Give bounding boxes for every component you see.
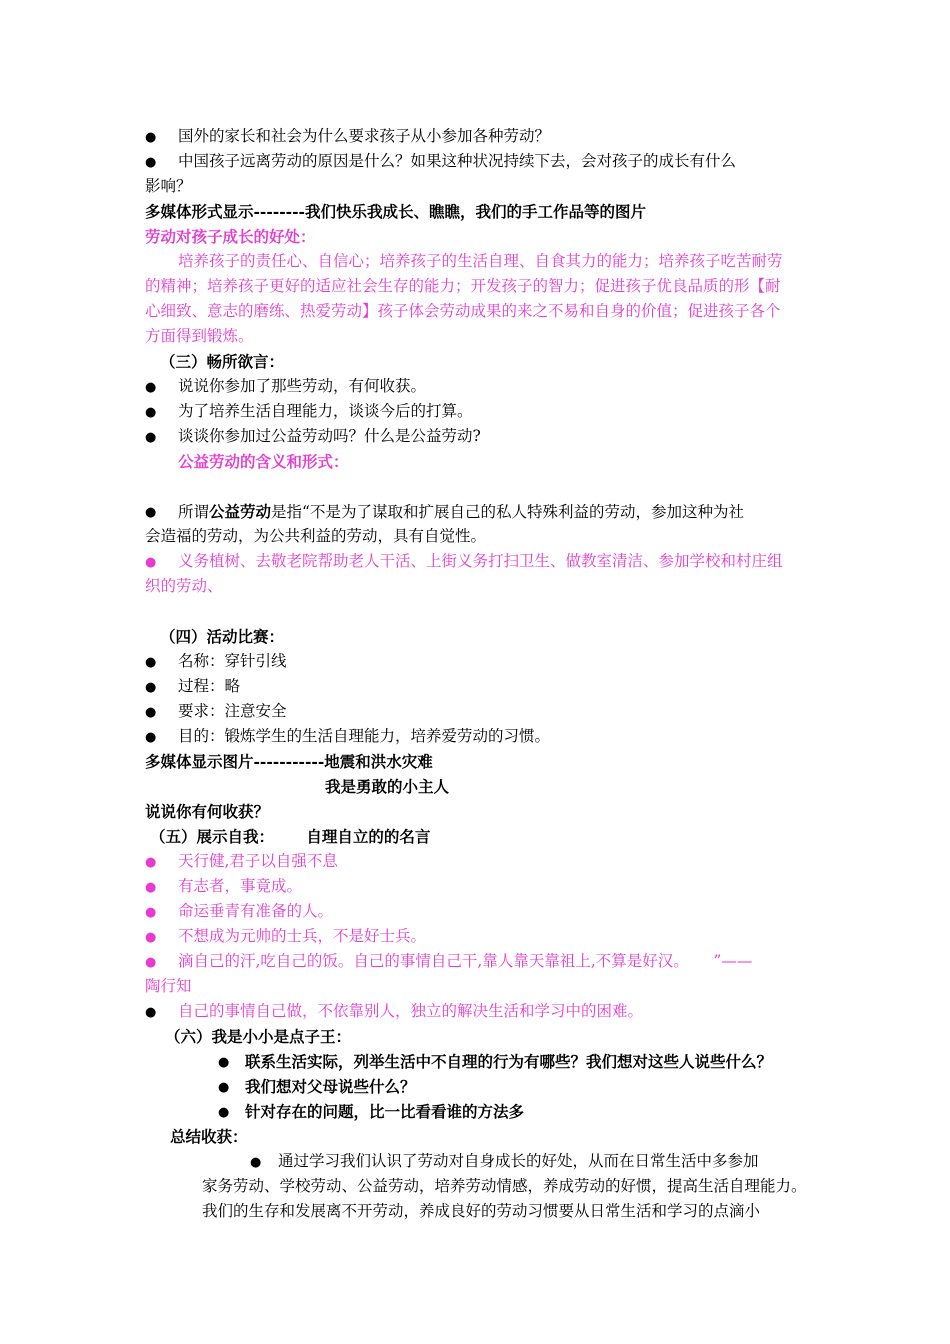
bullet-icon: [145, 849, 163, 875]
bullet-icon: [218, 1099, 236, 1125]
idea-item: 针对存在的问题，比一比看看谁的方法多: [245, 1102, 525, 1121]
benefits-heading: 劳动对孩子成长的好处：: [145, 227, 316, 246]
definition-prefix: 所谓: [178, 503, 210, 521]
bullet-icon: [145, 949, 163, 975]
bullet-icon: [145, 549, 163, 575]
contest-name: 名称：穿针引线: [178, 652, 287, 670]
section-3-item: 谈谈你参加过公益劳动吗？什么是公益劳动?: [178, 427, 481, 445]
question-chinese-children-cont: 影响？: [145, 177, 192, 195]
quote-item: 有志者，事竟成。: [178, 877, 303, 895]
bullet-icon: [218, 1074, 236, 1100]
summary-line-2: 家务劳动、学校劳动、公益劳动，培养劳动情感，养成劳动的好惯，提高生活自理能力。: [202, 1177, 807, 1195]
multimedia-note-1: 多媒体形式显示--------我们快乐我成长、瞧瞧，我们的手工作品等的图片: [145, 202, 646, 221]
public-labor-examples-cont: 织的劳动、: [145, 577, 223, 595]
contest-requirement: 要求：注意安全: [178, 702, 287, 720]
bullet-icon: [145, 424, 163, 450]
section-3-item: 说说你参加了那些劳动，有何收获。: [178, 377, 427, 395]
section-6-heading: （六）我是小小是点子王：: [165, 1027, 352, 1046]
contest-purpose: 目的：锻炼学生的生活自理能力，培养爱劳动的习惯。: [178, 727, 551, 745]
quote-item: 天行健,君子以自强不息: [178, 852, 338, 870]
public-labor-heading: 公益劳动的含义和形式：: [178, 452, 349, 471]
gain-question: 说说你有何收获？: [145, 802, 270, 821]
question-chinese-children: 中国孩子远离劳动的原因是什么？如果这种状况持续下去，会对孩子的成长有什么: [178, 152, 737, 170]
bullet-icon: [250, 1149, 268, 1175]
bullet-icon: [145, 674, 163, 700]
bullet-icon: [145, 399, 163, 425]
section-4-heading: （四）活动比赛：: [160, 627, 285, 646]
contest-process: 过程：略: [178, 677, 241, 695]
benefits-line-2: 的精神；培养孩子更好的适应社会生存的能力；开发孩子的智力；促进孩子优良品质的形【耐: [145, 277, 781, 295]
summary-line-3: 我们的生存和发展离不开劳动，养成良好的劳动习惯要从日常生活和学习的点滴小: [202, 1202, 761, 1220]
quote-item: 自己的事情自己做，不依靠别人，独立的解决生活和学习中的困难。: [178, 1002, 644, 1020]
bullet-icon: [145, 149, 163, 175]
bullet-icon: [145, 724, 163, 750]
quote-author: 陶行知: [145, 977, 192, 995]
summary-heading: 总结收获：: [170, 1127, 248, 1146]
summary-line-1: 通过学习我们认识了劳动对自身成长的好处，从而在日常生活中多参加: [278, 1152, 759, 1170]
bullet-icon: [218, 1049, 236, 1075]
section-3-heading: （三）畅所欲言：: [160, 352, 285, 371]
quote-item: 不想成为元帅的士兵，不是好士兵。: [178, 927, 427, 945]
idea-item: 我们想对父母说些什么？: [245, 1077, 416, 1096]
public-labor-definition-cont: 会造福的劳动，为公共利益的劳动，具有自觉性。: [145, 527, 487, 545]
bullet-icon: [145, 899, 163, 925]
definition-text: 是指“不是为了谋取和扩展自己的私人特殊利益的劳动，参加这种为社: [271, 503, 744, 521]
bullet-icon: [145, 924, 163, 950]
bullet-icon: [145, 699, 163, 725]
bullet-icon: [145, 374, 163, 400]
bullet-icon: [145, 499, 163, 525]
section-5-heading: （五）展示自我： 自理自立的的名言: [150, 827, 431, 846]
multimedia-note-2: 多媒体显示图片-----------地震和洪水灾难: [145, 752, 433, 771]
benefits-line-4: 方面得到锻炼。: [145, 327, 254, 345]
public-labor-examples: 义务植树、去敬老院帮助老人干活、上街义务打扫卫生、做教室清洁、参加学校和村庄组: [178, 552, 783, 570]
multimedia-subtitle: 我是勇敢的小主人: [325, 777, 450, 796]
definition-term: 公益劳动: [209, 502, 272, 521]
bullet-icon: [145, 649, 163, 675]
bullet-icon: [145, 124, 163, 150]
bullet-icon: [145, 999, 163, 1025]
bullet-icon: [145, 874, 163, 900]
benefits-line-3: 心细致、意志的磨练、热爱劳动】孩子体会劳动成果的来之不易和自身的价值；促进孩子各个: [145, 302, 781, 320]
section-3-item: 为了培养生活自理能力，谈谈今后的打算。: [178, 402, 473, 420]
public-labor-definition: [178, 499, 818, 525]
idea-item: 联系生活实际，列举生活中不自理的行为有哪些？我们想对这些人说些什么？: [245, 1052, 773, 1071]
quote-item: 命运垂青有准备的人。: [178, 902, 334, 920]
question-foreign-labor: 国外的家长和社会为什么要求孩子从小参加各种劳动？: [178, 127, 551, 145]
quote-item: 滴自己的汗,吃自己的饭。自己的事情自己干,靠人靠天靠祖上,不算是好汉。 ”——: [178, 952, 753, 970]
benefits-line-1: 培养孩子的责任心、自信心；培养孩子的生活自理、自食其力的能力；培养孩子吃苦耐劳: [178, 252, 783, 270]
